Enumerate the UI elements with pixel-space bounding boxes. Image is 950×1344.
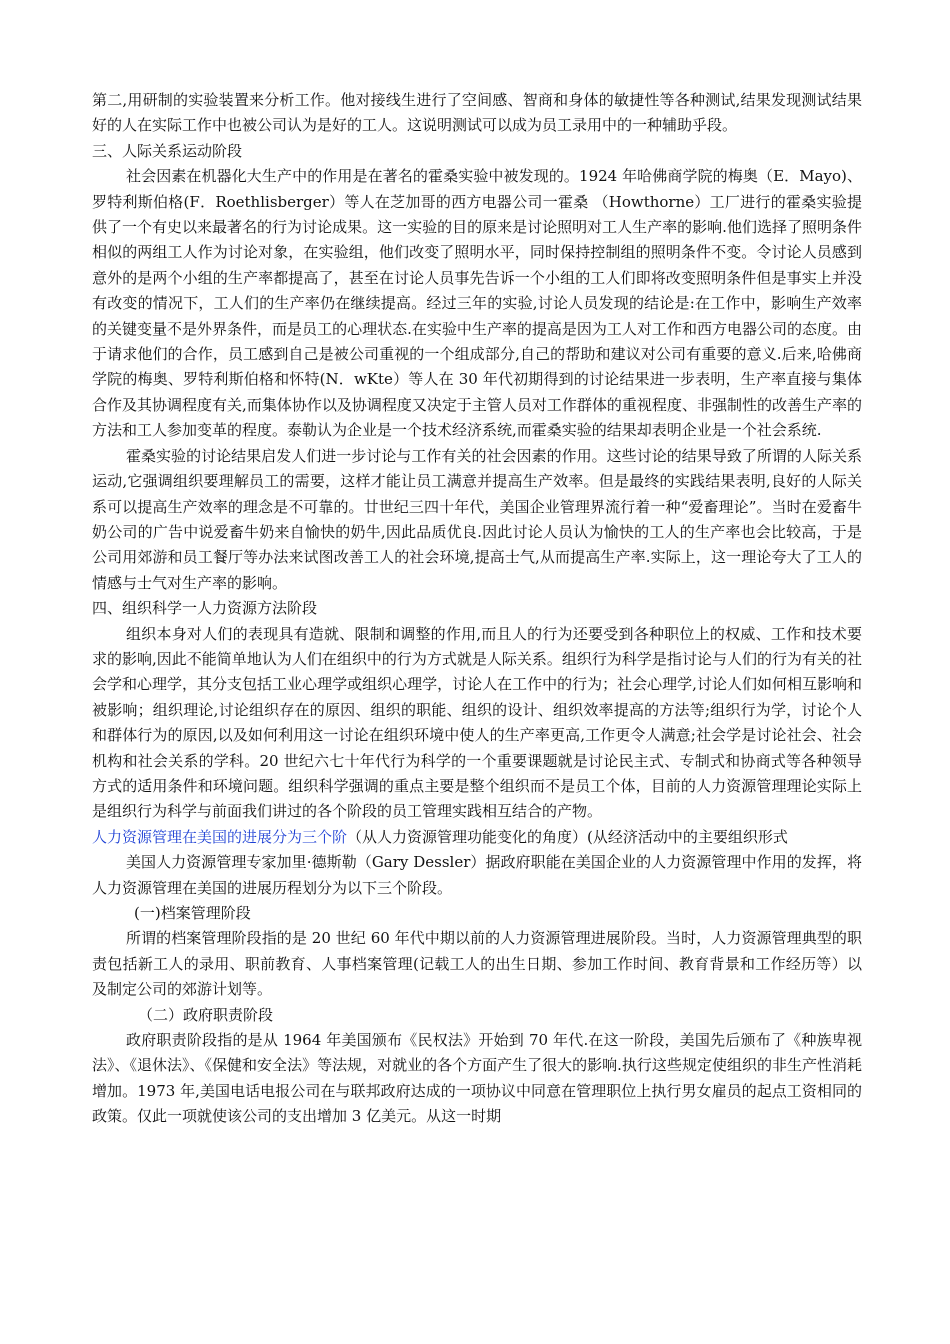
section-title-link[interactable]: 人力资源管理在美国的进展分为三个阶 (92, 827, 348, 846)
paragraph-archive-stage: 所谓的档案管理阶段指的是 20 世纪 60 年代中期以前的人力资源管理进展阶段。当时，人力资源管理典型的职责包括新工人的录用、职前教育、人事档案管理(记载工人的出生日期、参加工作时间、教育背景和工作经历等）以及制定公司的郊游计划等。 (92, 929, 862, 999)
paragraph-dessler: 美国人力资源管理专家加里·德斯勒（Gary Dessler）据政府职能在美国企业的人力资源管理中作用的发挥，将人力资源管理在美国的进展历程划分为以下三个阶段。 (92, 853, 862, 897)
section-title-rest: （从人力资源管理功能变化的角度）(从经济活动中的主要组织形式 (347, 827, 788, 846)
paragraph-government-stage: 政府职责阶段指的是从 1964 年美国颁布《民权法》开始到 70 年代.在这一阶段，美国先后颁布了《种族卑视法》、《退休法》、《保健和安全法》等法规，对就业的各个方面产生了很大的影响.执行这些规定使组织的非生产性消耗增加。1973 年,美国电话电报公司在与联邦政府达成的一项协议中同意在管理职位上执行男女雇员的起点工资相同的政策。仅此一项就使该公司的支出增加 3 亿美元。从这一时期 (92, 1031, 862, 1126)
document-page (92, 88, 862, 1130)
heading-government-stage: （二）政府职责阶段 (138, 1005, 274, 1024)
heading-archive-stage: (一)档案管理阶段 (134, 904, 251, 922)
section-title (92, 825, 862, 850)
paragraph-org-science: 组织本身对人们的表现具有造就、限制和调整的作用,而且人的行为还要受到各种职位上的权威、工作和技术要求的影响,因此不能简单地认为人们在组织中的行为方式就是人际关系。组织行为科学是指讨论与人们的行为有关的社会学和心理学，其分支包括工业心理学或组织心理学，讨论人在工作中的行为；社会心理学,讨论人们如何相互影响和被影响；组织理论,讨论组织存在的原因、组织的职能、组织的设计、组织效率提高的方法等;组织行为学，讨论个人和群体行为的原因,以及如何利用这一讨论在组织环境中使人的生产率更高,工作更令人满意;社会学是讨论社会、社会机构和社会关系的学科。20 世纪六七十年代行为科学的一个重要课题就是讨论民主式、专制式和协商式等各种领导方式的适用条件和环境问题。组织科学强调的重点主要是整个组织而不是员工个体，目前的人力资源管理理论实际上是组织行为科学与前面我们讲过的各个阶段的员工管理实践相互结合的产物。 (92, 624, 862, 821)
paragraph-hawthorne: 社会因素在机器化大生产中的作用是在著名的霍桑实验中被发现的。1924 年哈佛商学院的梅奥（E．Mayo)、罗特利斯伯格(F．Roethlisberger）等人在芝加哥的西方电器公司一霍桑 （Howthorne）工厂进行的霍桑实验提供了一个有史以来最著名的行为讨论成果。这一实验的目的原来是讨论照明对工人生产率的影响.他们选择了照明条件相似的两组工人作为讨论对象，在实验组，他们改变了照明水平，同时保持控制组的照明条件不变。令讨论人员感到意外的是两个小组的生产率都提高了，甚至在讨论人员事先告诉一个小组的工人们即将改变照明条件但是事实上并没有改变的情况下，工人们的生产率仍在继续提高。经过三年的实验,讨论人员发现的结论是:在工作中，影响生产效率的关键变量不是外界条件，而是员工的心理状态.在实验中生产率的提高是因为工人对工作和西方电器公司的态度。由于请求他们的合作，员工感到自己是被公司重视的一个组成部分,自己的帮助和建议对公司有重要的意义.后来,哈佛商学院的梅奥、罗特利斯伯格和怀特(N．wKte）等人在 30 年代初期得到的讨论结果进一步表明，生产率直接与集体合作及其协调程度有关,而集体协作以及协调程度又决定于主管人员对工作群体的重视程度、非强制性的改善生产率的方法和工人参加变革的程度。泰勒认为企业是一个技术经济系统,而霍桑实验的结果却表明企业是一个社会系统. (92, 167, 862, 440)
heading-org-science: 四、组织科学一人力资源方法阶段 (92, 599, 318, 618)
paragraph-testing: 第二,用研制的实验装置来分析工作。他对接线生进行了空间感、智商和身体的敏捷性等各种测试,结果发现测试结果好的人在实际工作中也被公司认为是好的工人。这说明测试可以成为员工录用中的一种辅助乎段。 (92, 91, 862, 135)
paragraph-human-relations-movement: 霍桑实验的讨论结果启发人们进一步讨论与工作有关的社会因素的作用。这些讨论的结果导致了所谓的人际关系运动,它强调组织要理解员工的需要，这样才能让员工满意并提高生产效率。但是最终的实践结果表明,良好的人际关系可以提高生产效率的理念是不可靠的。廿世纪三四十年代，美国企业管理界流行着一种“爱畜理论”。当时在爱畜牛奶公司的广告中说爱畜牛奶来自愉快的奶牛,因此品质优良.因此讨论人员认为愉快的工人的生产率也会比较高，于是公司用郊游和员工餐厅等办法来试图改善工人的社会环境,提高士气,从而提高生产率.实际上，这一理论夸大了工人的情感与士气对生产率的影响。 (92, 446, 862, 592)
heading-human-relations: 三、人际关系运动阶段 (92, 141, 243, 160)
